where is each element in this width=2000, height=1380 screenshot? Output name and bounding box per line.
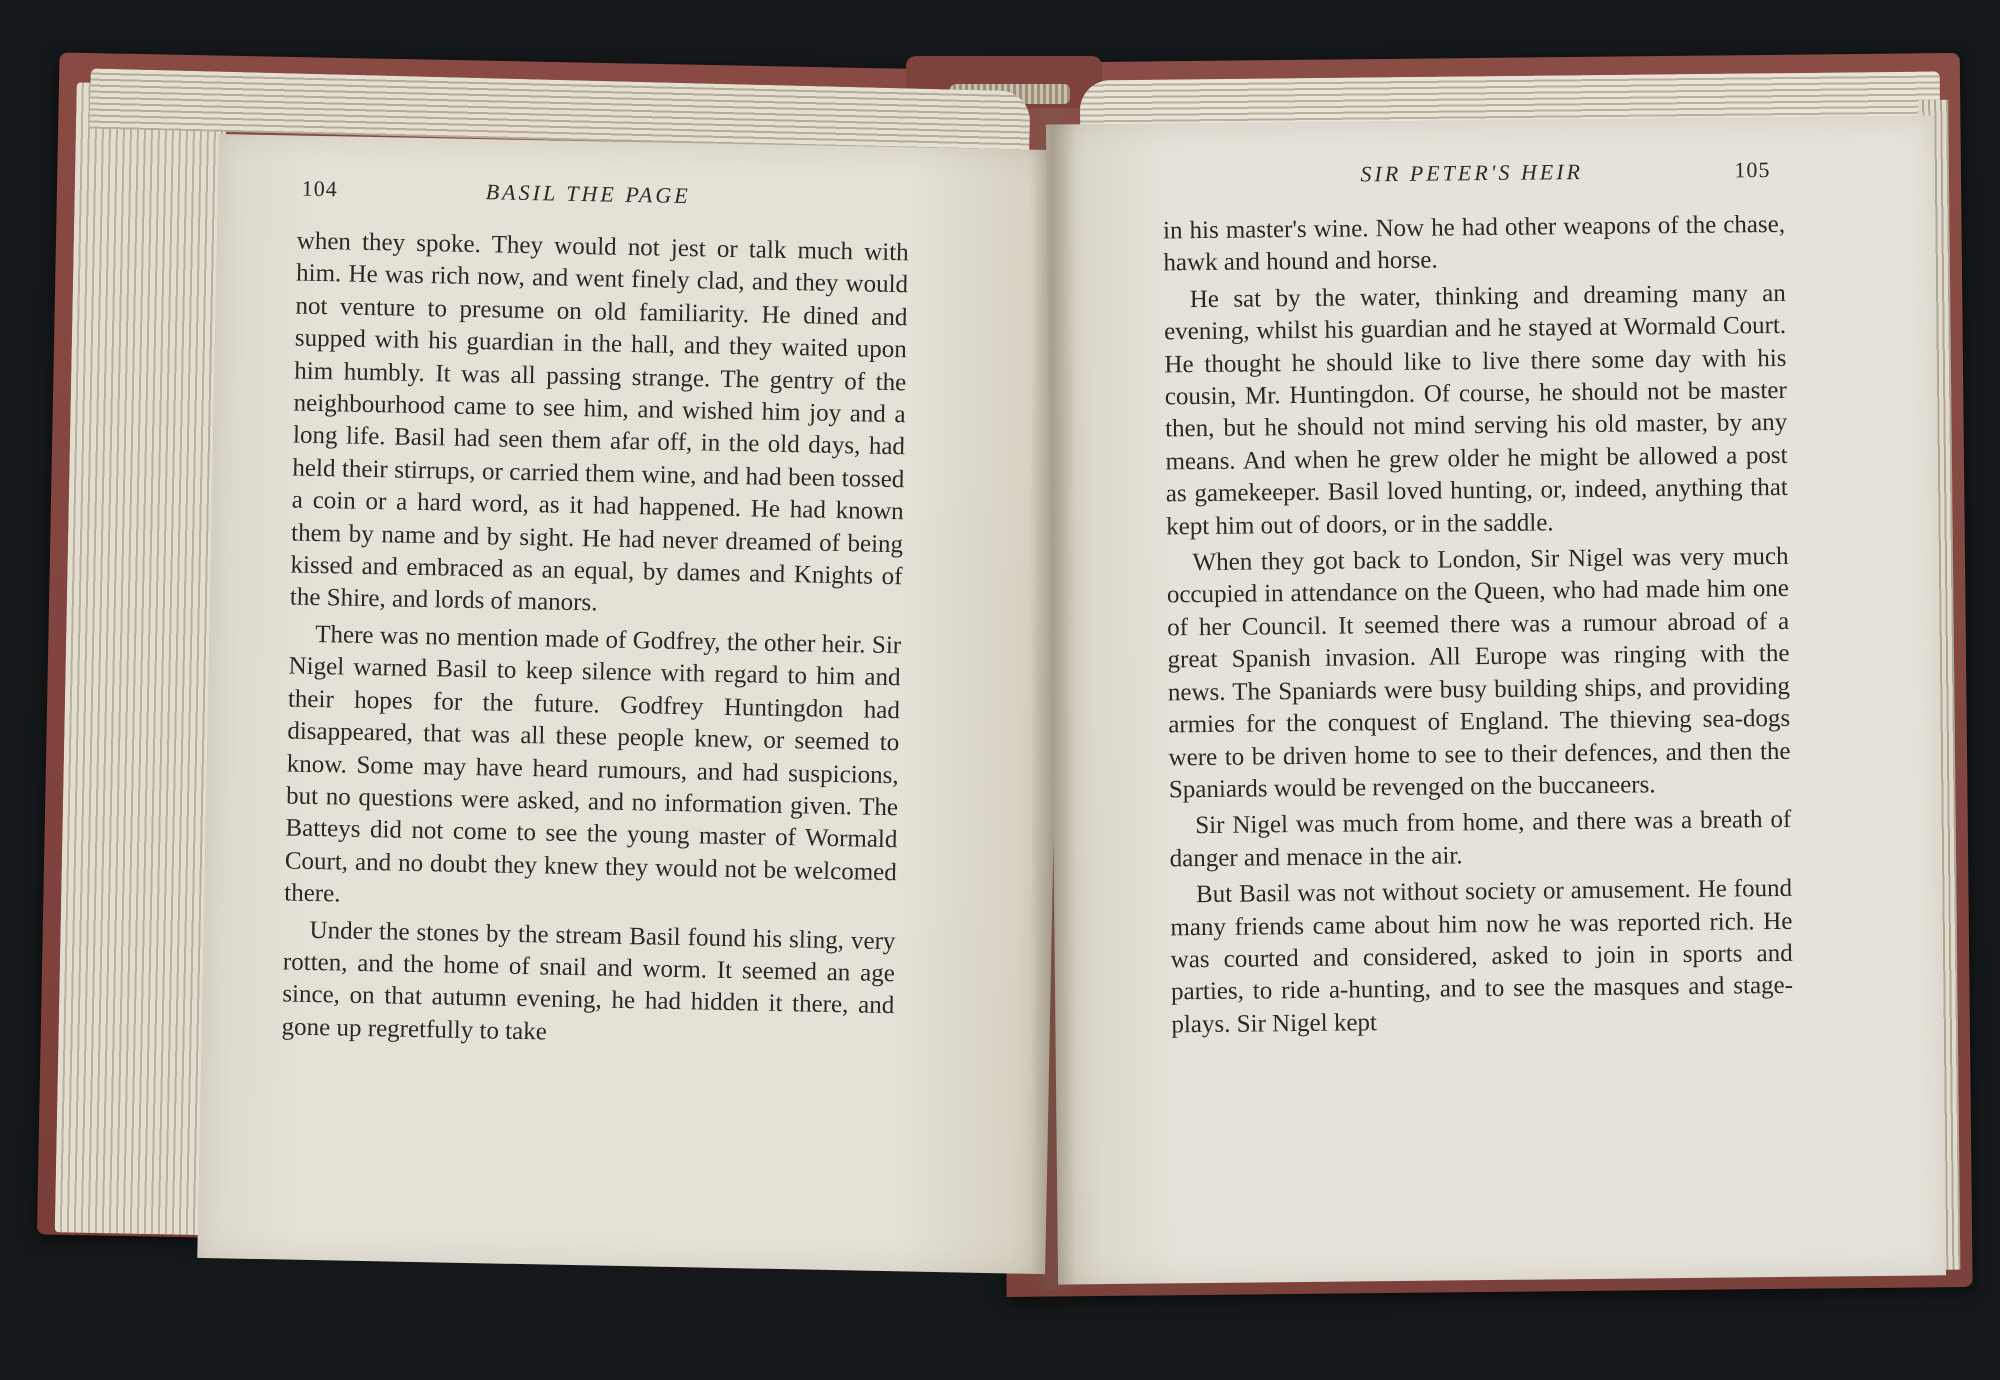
paragraph: when they spoke. They would not jest or talk much with him. He was rich now, and went finely clad, and they would not venture to presume on old familiarity. He dined and supped with his guardian in the hall, and they waited upon him humbly. It was all passing strange. The gentry of the neighbourhood came to see him, and wished him joy and a long life. Basil had seen them afar off, in the old days, had held their stirrups, or carried them wine, and had been tossed a coin or a hard word, as it had happened. He had known them by name and by sight. He had never dreamed of being kissed and embraced as an equal, by dames and Knights of the Shire, and lords of manors. [289,227,909,617]
paragraph: But Basil was not without society or amusement. He found many friends came about him now he was reported rich. He was courted and considered, asked to join in sports and parties, to ride a-hunting, and to see the masques and stage-plays. Sir Nigel kept [1170,874,1794,1039]
page-number-left: 104 [301,175,339,202]
running-title-left: BASIL THE PAGE [485,179,691,209]
page-number-right: 105 [1734,157,1771,183]
paragraph: When they got back to London, Sir Nigel was very much occupied in attendance on the Queen, who had made him one of her Council. It seemed there was a rumour abroad of a great Spanish invasion. All Europe was ringing with the news. The Spaniards were busy building ships, and providing armies for the conquest of England. The thieving sea-dogs were to be driven home to see to their defences, and then the Spaniards would be revenged on the buccaneers. [1166,542,1791,804]
left-page [197,134,1066,1274]
running-title-right: SIR PETER'S HEIR [1360,159,1584,187]
paragraph: He sat by the water, thinking and dreaming many an evening, whilst his guardian and he stayed at Wormald Court. He thought he should like to live there some day with his cousin, Mr. Huntingdon. Of course, he should not be master then, but he should not mind serving his old master, by any means. And when he grew older he might be allowed a post as gamekeeper. Basil loved hunting, or, indeed, anything that kept him out of doors, or in the saddle. [1163,279,1788,541]
paragraph: There was no mention made of Godfrey, the other heir. Sir Nigel warned Basil to keep silence with regard to him and their hopes for the future. Godfrey Huntingdon had disappeared, that was all these people knew, or seemed to know. Some may have heard rumours, and had suspicions, but no questions were asked, and no information given. The Batteys did not come to see the young master of Wormald Court, and no doubt they knew they would not be welcomed there. [284,620,902,908]
paragraph: in his master's wine. Now he had other weapons of the chase, hawk and hound and horse. [1162,210,1786,277]
gutter-shadow [1030,110,1076,1290]
paragraph: Sir Nigel was much from home, and there was a breath of danger and menace in the air. [1169,806,1792,873]
right-page-body [1163,209,1794,1046]
right-page [1046,115,1946,1284]
left-page-body [281,226,909,1060]
paragraph: Under the stones by the stream Basil found his sling, very rotten, and the home of snail and worm. It seemed an age since, on that autumn evening, he had hidden it there, and gone up regretfully to take [281,916,896,1046]
